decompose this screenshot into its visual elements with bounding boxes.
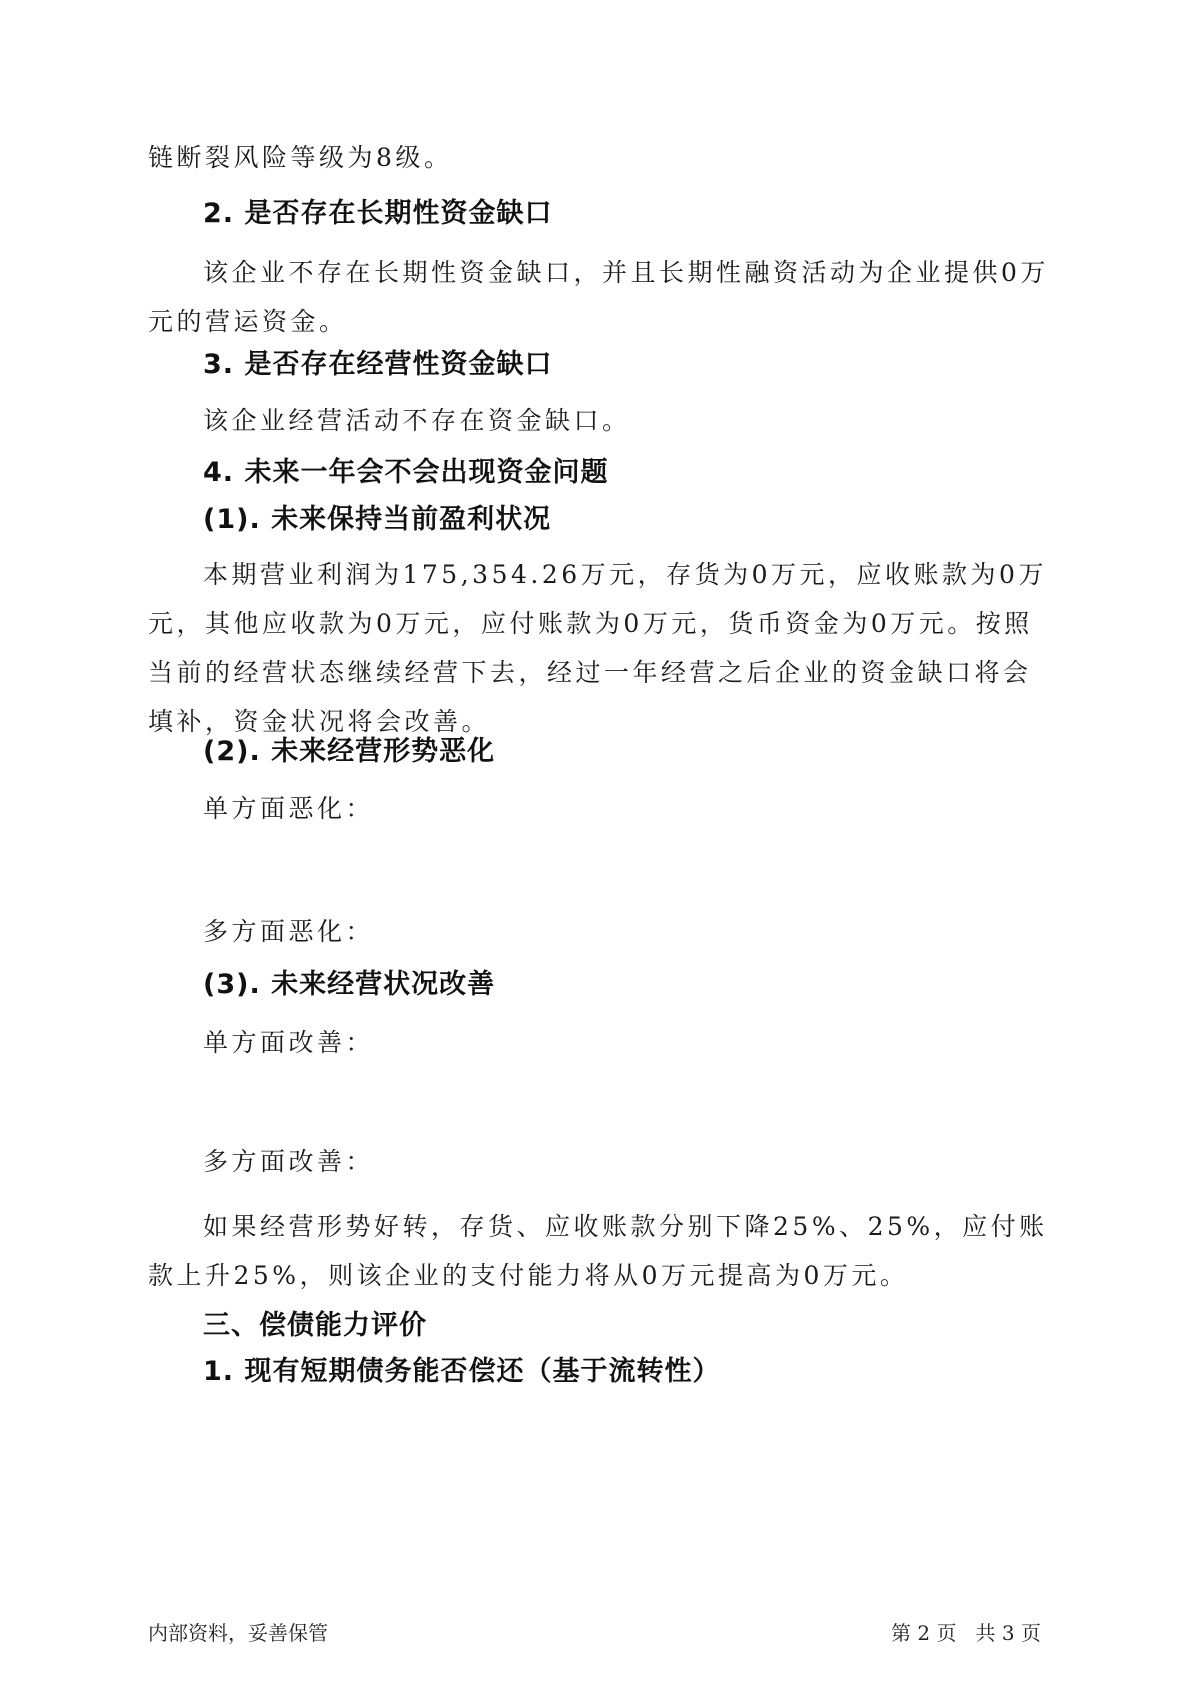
heading-deterioration: (2). 未来经营形势恶化 — [203, 736, 496, 767]
paragraph-operating-gap: 该企业经营活动不存在资金缺口。 — [203, 406, 631, 435]
paragraph-single-deterioration: 单方面恶化： — [203, 794, 375, 823]
heading-operating-gap: 3. 是否存在经营性资金缺口 — [203, 349, 553, 380]
footer-page-number: 第 2 页 共 3 页 — [891, 1621, 1041, 1645]
paragraph-multi-improvement: 多方面改善： — [203, 1147, 375, 1176]
footer-confidential-note: 内部资料，妥善保管 — [148, 1621, 328, 1645]
heading-long-term-gap: 2. 是否存在长期性资金缺口 — [203, 198, 553, 229]
paragraph-risk-level: 链断裂风险等级为8级。 — [148, 143, 453, 172]
heading-keep-profit: (1). 未来保持当前盈利状况 — [203, 504, 552, 535]
paragraph-single-improvement: 单方面改善： — [203, 1028, 375, 1057]
paragraph-keep-profit: 本期营业利润为175,354.26万元，存货为0万元，应收账款为0万元，其他应收款为0万元，应付账款为0万元，货币资金为0万元。按照当前的经营状态继续经营下去，经过一年经营之后企业的资金缺口将会填补，资金状况将会改善。 — [148, 560, 1047, 736]
paragraph-improvement-effect: 如果经营形势好转，存货、应收账款分别下降25%、25%，应付账款上升25%，则该企业的支付能力将从0万元提高为0万元。 — [148, 1212, 1048, 1290]
paragraph-long-term-gap: 该企业不存在长期性资金缺口，并且长期性融资活动为企业提供0万元的营运资金。 — [148, 258, 1049, 336]
paragraph-multi-deterioration: 多方面恶化： — [203, 917, 375, 946]
heading-solvency-evaluation: 三、偿债能力评价 — [203, 1310, 427, 1341]
heading-short-term-debt: 1. 现有短期债务能否偿还（基于流转性） — [203, 1356, 721, 1387]
heading-next-year: 4. 未来一年会不会出现资金问题 — [203, 457, 609, 488]
heading-improvement: (3). 未来经营状况改善 — [203, 969, 496, 1000]
